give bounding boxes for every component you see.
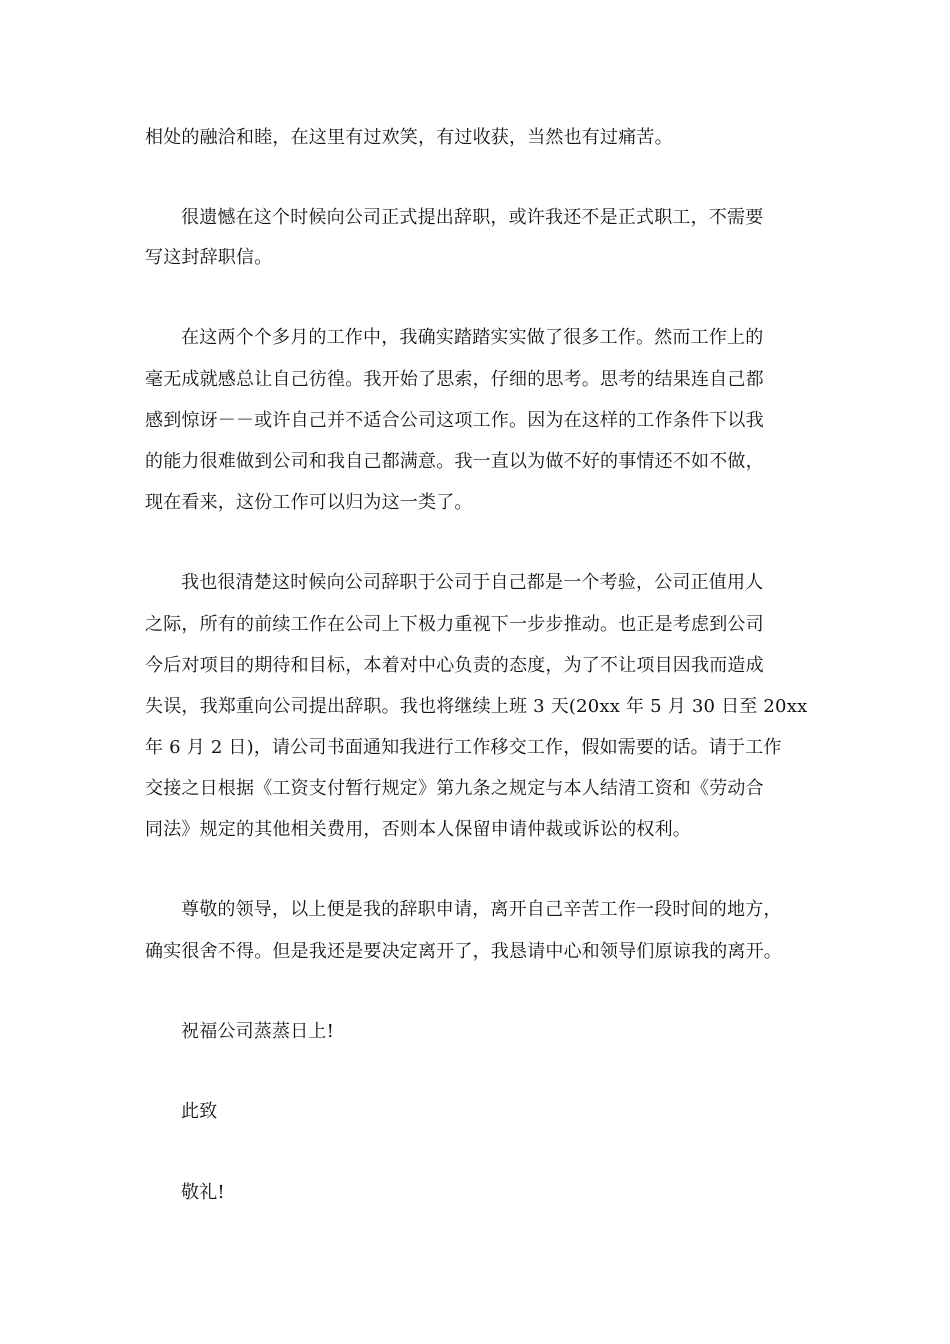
closing-salutation: 此致	[181, 1101, 218, 1122]
paragraph-line: 今后对项目的期待和目标，本着对中心负责的态度，为了不让项目因我而造成	[145, 655, 764, 676]
paragraph-line: 我也很清楚这时候向公司辞职于公司于自己都是一个考验，公司正值用人	[181, 572, 764, 593]
paragraph-line: 毫无成就感总让自己彷徨。我开始了思索，仔细的思考。思考的结果连自己都	[145, 369, 764, 390]
paragraph-line: 现在看来，这份工作可以归为这一类了。	[145, 492, 473, 513]
paragraph-line: 失误，我郑重向公司提出辞职。我也将继续上班 3 天(20xx 年 5 月 30 日至 20xx	[145, 696, 808, 717]
paragraph-line: 年 6 月 2 日)，请公司书面通知我进行工作移交工作，假如需要的话。请于工作	[145, 737, 782, 758]
paragraph-line: 确实很舍不得。但是我还是要决定离开了，我恳请中心和领导们原谅我的离开。	[145, 941, 782, 962]
paragraph-line: 之际，所有的前续工作在公司上下极力重视下一步步推动。也正是考虑到公司	[145, 614, 764, 635]
paragraph-line: 写这封辞职信。	[145, 247, 273, 268]
paragraph-line: 在这两个个多月的工作中，我确实踏踏实实做了很多工作。然而工作上的	[181, 327, 764, 348]
paragraph-line: 感到惊讶－－或许自己并不适合公司这项工作。因为在这样的工作条件下以我	[145, 410, 764, 431]
paragraph-line: 相处的融洽和睦，在这里有过欢笑，有过收获，当然也有过痛苦。	[145, 127, 673, 148]
closing-regards: 敬礼!	[181, 1182, 225, 1203]
paragraph-line: 很遗憾在这个时候向公司正式提出辞职，或许我还不是正式职工，不需要	[181, 207, 764, 228]
paragraph-line: 同法》规定的其他相关费用，否则本人保留申请仲裁或诉讼的权利。	[145, 819, 691, 840]
closing-wish: 祝福公司蒸蒸日上!	[181, 1021, 335, 1042]
paragraph-line: 尊敬的领导，以上便是我的辞职申请，离开自己辛苦工作一段时间的地方，	[181, 899, 782, 920]
paragraph-line: 的能力很难做到公司和我自己都满意。我一直以为做不好的事情还不如不做，	[145, 451, 764, 472]
paragraph-line: 交接之日根据《工资支付暂行规定》第九条之规定与本人结清工资和《劳动合	[145, 778, 764, 799]
